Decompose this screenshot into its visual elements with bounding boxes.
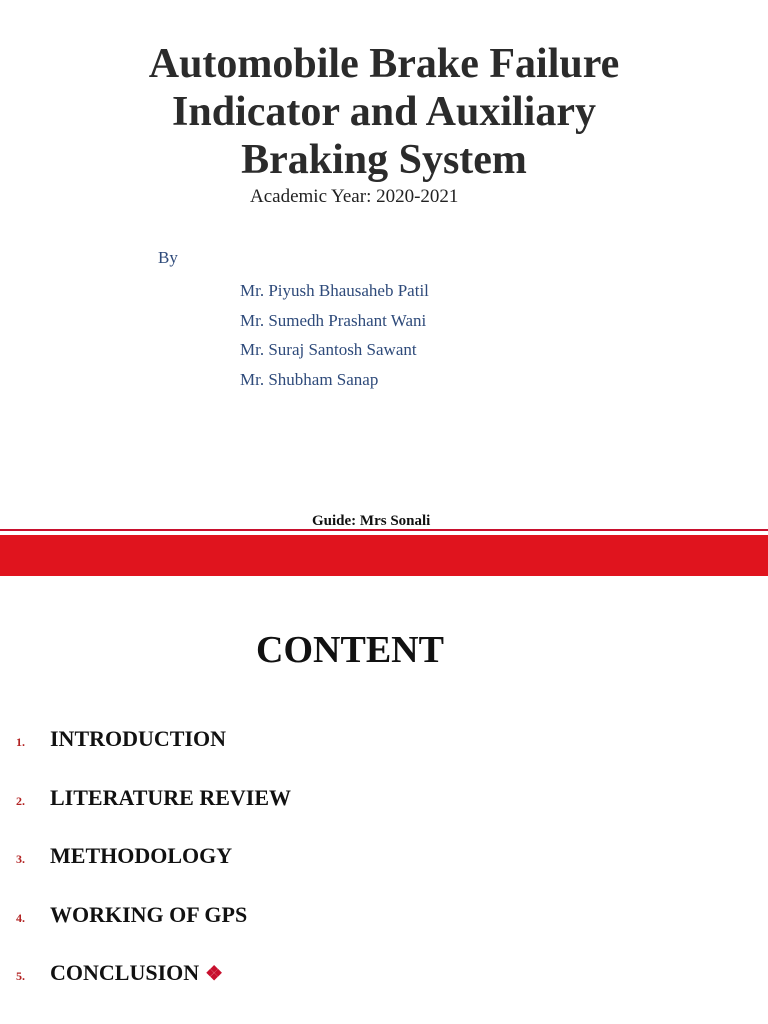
item-number: 4. bbox=[16, 910, 25, 925]
title-line: Indicator and Auxiliary bbox=[172, 89, 596, 135]
academic-year: Academic Year: 2020-2021 bbox=[250, 186, 459, 207]
content-item bbox=[0, 839, 768, 898]
title-line: Braking System bbox=[241, 137, 527, 183]
presentation-title bbox=[0, 40, 768, 184]
author-name: Mr. Sumedh Prashant Wani bbox=[240, 310, 427, 330]
by-label: By bbox=[158, 248, 178, 267]
content-item bbox=[0, 722, 768, 781]
item-label: WORKING OF GPS bbox=[50, 901, 248, 927]
item-number: 3. bbox=[16, 852, 25, 866]
item-label: LITERATURE REVIEW bbox=[50, 784, 292, 810]
item-label: INTRODUCTION bbox=[50, 726, 227, 751]
red-divider-band bbox=[0, 535, 768, 576]
content-list bbox=[0, 722, 768, 1015]
divider-line bbox=[0, 529, 768, 531]
author-name: Mr. Suraj Santosh Sawant bbox=[240, 340, 417, 359]
content-item bbox=[0, 781, 768, 840]
item-number: 5. bbox=[16, 969, 25, 983]
diamond-bullet-icon: ❖ bbox=[205, 963, 224, 985]
item-number: 2. bbox=[16, 793, 25, 808]
author-list bbox=[240, 276, 429, 394]
item-label bbox=[50, 960, 223, 986]
author-name: Mr. Piyush Bhausaheb Patil bbox=[240, 281, 429, 300]
item-number: 1. bbox=[16, 735, 25, 749]
content-item bbox=[0, 898, 768, 957]
item-label-text: CONCLUSION bbox=[50, 960, 200, 985]
guide-name: Guide: Mrs Sonali bbox=[312, 513, 431, 529]
item-label: METHODOLOGY bbox=[50, 843, 233, 868]
author-name: Mr. Shubham Sanap bbox=[240, 369, 379, 389]
title-line: Automobile Brake Failure bbox=[148, 41, 620, 87]
content-heading: CONTENT bbox=[256, 629, 444, 671]
content-item bbox=[0, 956, 768, 1015]
